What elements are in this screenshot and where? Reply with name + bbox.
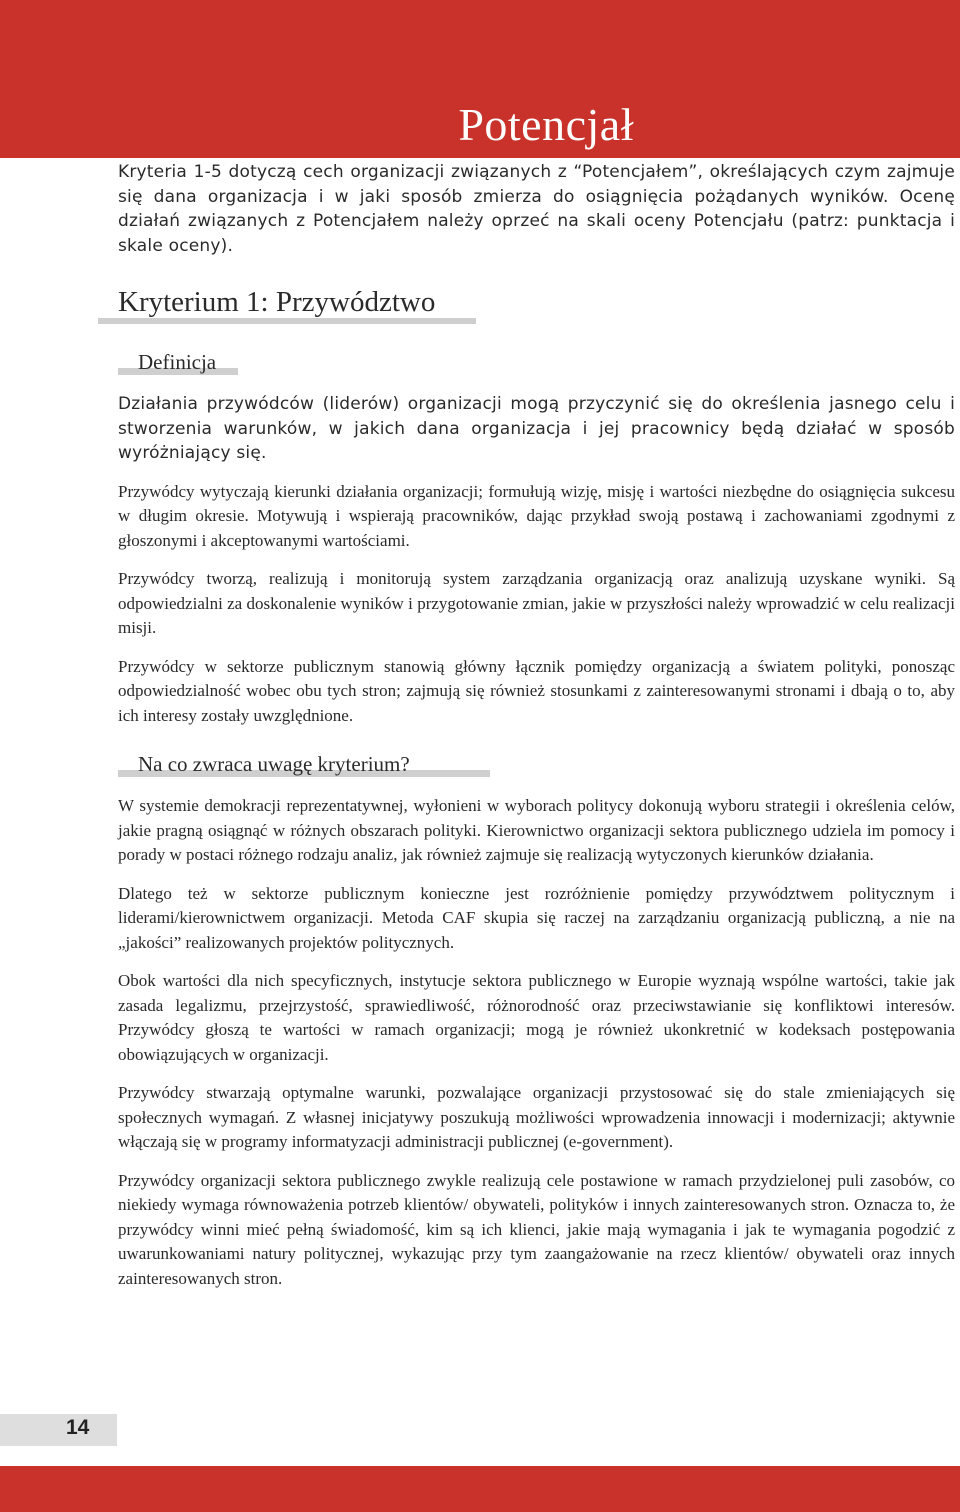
criterion-heading: Kryterium 1: Przywództwo	[118, 284, 955, 326]
definition-paragraph: Przywódcy w sektorze publicznym stanowią główny łącznik pomiędzy organizacją a światem polityki, ponosząc odpowiedzialność wobec obu tych stron; zajmują się również stosunkami z zainteresowanymi stronami i dbają o to, aby ich interesy zostały uwzględnione.	[118, 656, 955, 725]
page-number-box	[0, 1414, 117, 1446]
top-banner	[0, 0, 960, 158]
definition-paragraph: Przywódcy wytyczają kierunki działania organizacji; formułują wizję, misję i wartości niezbędne do osiągnięcia sukcesu w długim okresie. Motywują i wspierają pracowników, dając przykład swoją postawą i zachowaniami zgodnymi z głoszonymi i akceptowanymi wartościami.	[118, 481, 955, 550]
intro-paragraph: Kryteria 1-5 dotyczą cech organizacji związanych z “Potencjałem”, określających czym zajmuje się dana organizacja i w jaki sposób zmierza do osiągnięcia pożądanych wyników. Ocenę działań związanych z Potencjałem należy oprzeć na skali oceny Potencjału (patrz: punktacja i skale oceny).	[118, 162, 955, 256]
focus-heading: Na co zwraca uwagę kryterium?	[138, 750, 410, 778]
focus-paragraph: Przywódcy organizacji sektora publicznego zwykle realizują cele postawione w ramach przydzielonej puli zasobów, co niekiedy wymaga równoważenia potrzeb klientów/ obywateli, polityków i innych zainteresowanych stron. Oznacza to, że przywódcy winni mieć pełną świadomość, kim są ich klienci, jakie mają wymagania i jak te wymagania pogodzić z uwarunkowaniami natury politycznej, wykazując przy tym zaangażowanie na rzecz klientów/ obywateli oraz innych zainteresowanych stron.	[118, 1170, 955, 1288]
focus-paragraph: Przywódcy stwarzają optymalne warunki, pozwalające organizacji przystosować się do stale zmieniających się społecznych wymagań. Z własnej inicjatywy poszukują możliwości wprowadzenia innowacji i modernizacji; aktywnie włączają się w programy informatyzacji administracji publicznej (e-government).	[118, 1083, 955, 1151]
heading-underline	[98, 318, 476, 324]
definition-paragraph: Przywódcy tworzą, realizują i monitorują system zarządzania organizacją oraz analizują uzyskane wyniki. Są odpowiedzialni za doskonalenie wyników i przygotowanie zmian, jakie w przyszłości należy wprowadzić w celu realizacji misji.	[118, 569, 955, 637]
page-number: 14	[66, 1416, 90, 1439]
focus-paragraph: Dlatego też w sektorze publicznym konieczne jest rozróżnienie pomiędzy przywództwem politycznym i liderami/kierownictwem organizacji. Metoda CAF skupia się raczej na zarządzaniu organizacją publiczną, a nie na „jakości” realizowanych projektów politycznych.	[118, 883, 955, 952]
page-title: Potencjał	[458, 99, 634, 150]
criterion-heading-wrap	[118, 284, 955, 326]
definition-heading: Definicja	[138, 348, 216, 376]
definition-paragraph: Działania przywódców (liderów) organizacji mogą przyczynić się do określenia jasnego celu i stworzenia warunków, w jakich dana organizacja i jej pracownicy będą działać w sposób wyróżniający się.	[118, 394, 955, 463]
focus-paragraph: W systemie demokracji reprezentatywnej, wyłonieni w wyborach politycy dokonują wyboru strategii i określenia celów, jakie pragną osiągnąć w różnych obszarach polityki. Kierownictwo organizacji sektora publicznego udziela im pomocy i porady w postaci różnego rodzaju analiz, jak również zajmuje się realizacją wytyczonych kierunków działania.	[118, 796, 955, 864]
focus-paragraph: Obok wartości dla nich specyficznych, instytucje sektora publicznego w Europie wyznają wspólne wartości, takie jak zasada legalizmu, przejrzystość, sprawiedliwość, różnorodność oraz przeciwstawianie się konfliktowi interesów. Przywódcy głoszą te wartości w ramach organizacji; mogą je również ukonkretnić w kodeksach postępowania obowiązujących w organizacji.	[118, 971, 955, 1064]
main-content	[118, 160, 955, 1305]
bottom-band	[0, 1466, 960, 1512]
